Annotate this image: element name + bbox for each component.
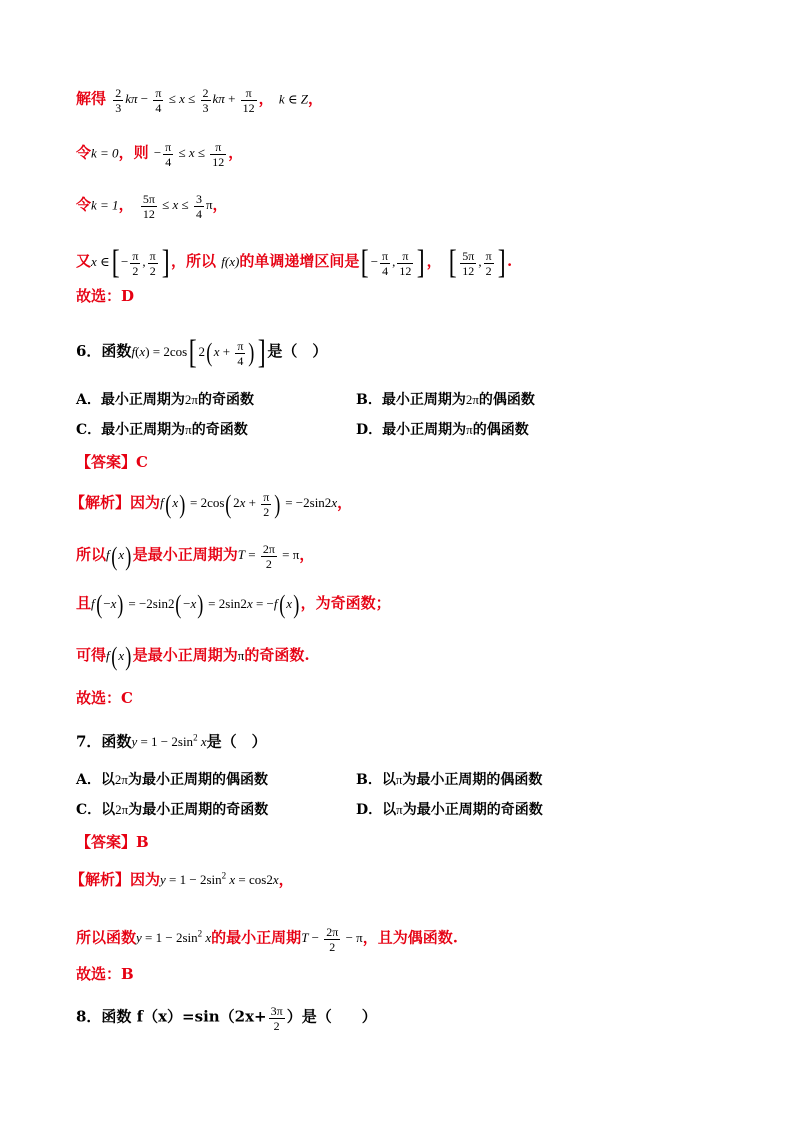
question-6 [76,336,327,370]
k-in-z: k ∈ Z [278,91,309,107]
option-6A: A．最小正周期为2π的奇函数 [76,392,254,408]
analysis-7-line-2: 所以函数$y = 1 - 2\sin^2$ x的最小正周期T − $\frac{2\pi}{2}$ − π，且为偶函数. [76,924,458,954]
option-6C: C．最小正周期为π的奇函数 [76,422,248,438]
solution-line-4 [76,246,512,280]
k1: k = 1 [91,197,119,213]
solution-line-2 [76,140,243,169]
inequality: $\frac{2}{3}$ kπ − $\frac{\pi}{4}$ ≤ x ≤ $\frac{2}{3}$ kπ + $\frac{\pi}{12}$ [115,86,255,115]
question-8: 8．函数 f（x）=sin（2x+ $\frac{3\pi}{2}$ ）是（ ） [76,1004,377,1033]
choose-7: 故选：B [76,965,134,983]
text: 令 [76,143,92,162]
text: 令 [76,195,92,214]
text: ， [308,89,324,108]
inequality: − $\frac{\pi}{4}$ ≤ x ≤ $\frac{\pi}{12}$ [153,140,225,169]
interval-2: [ $\frac{5\pi}{12}$ , $\frac{\pi}{2}$ ] [448,244,506,281]
answer-choice-5: 故选：D [76,287,135,305]
text: ， [426,251,442,270]
analysis-6-line-1: 【解析】因为f(x) = 2cos(2x + $\frac{\pi}{2}$ ) = −2sin2x， [70,489,353,519]
q-num: 6．函数 [76,341,132,360]
option-7A: A．以2π为最小正周期的偶函数 [76,772,268,788]
function: f(x) = 2cos[ 2(x + $\frac{\pi}{4}$ )] [131,334,266,371]
function: $y = 1 - 2\sin^2$ x [131,733,207,750]
analysis-6-line-3: 且f(−x) = −2sin2(−x) = 2sin2x = −f(x)，为奇函数； [76,590,391,619]
text: ，所以 [171,251,217,270]
text: . [506,251,513,270]
q-end: 是（ ） [267,341,328,360]
fx: f(x) [221,253,240,269]
text: 又 [76,251,92,270]
option-7D: D．以π为最小正周期的奇函数 [356,802,543,818]
option-6B: B．最小正周期为2π的偶函数 [356,392,535,408]
text: ，则 [118,143,149,162]
choose-6: 故选：C [76,689,133,707]
text: ， [228,143,244,162]
analysis-6-line-4: 可得f(x)是最小正周期为π的奇函数. [76,642,310,671]
option-7B: B．以π为最小正周期的偶函数 [356,772,543,788]
solution-line-3 [76,192,228,221]
k0: k = 0 [91,145,119,161]
text: 解得 [76,89,107,108]
option-7C: C．以2π为最小正周期的奇函数 [76,802,269,818]
text: 的单调递增区间是 [239,251,360,270]
inequality: $\frac{5\pi}{12}$ ≤ x ≤ $\frac{3}{4}$ π [142,192,213,221]
interval-1: [ − $\frac{\pi}{4}$ , $\frac{\pi}{12}$ ] [361,244,425,281]
answer-6: 【答案】C [76,453,148,471]
text: ， [258,89,274,108]
analysis-6-line-2: 所以f(x)是最小正周期为T = $\frac{2\pi}{2}$ = π， [76,541,315,571]
domain: x ∈[ − $\frac{\pi}{2}$ , $\frac{\pi}{2}$ ] [91,244,170,281]
answer-7: 【答案】B [76,833,149,851]
question-7: 7．函数$y = 1 - 2\sin^2$ x是（ ） [76,732,267,751]
text: ， [118,195,134,214]
formula: f(x) = 2cos(2x + $\frac{\pi}{2}$ ) = −2sin2x [160,489,338,519]
solution-line-1 [76,86,323,115]
option-6D: D．最小正周期为π的偶函数 [356,422,529,438]
analysis-7-line-1: 【解析】因为$y = 1 - 2\sin^2$ x = cos2x， [70,870,294,889]
text: ， [212,195,228,214]
